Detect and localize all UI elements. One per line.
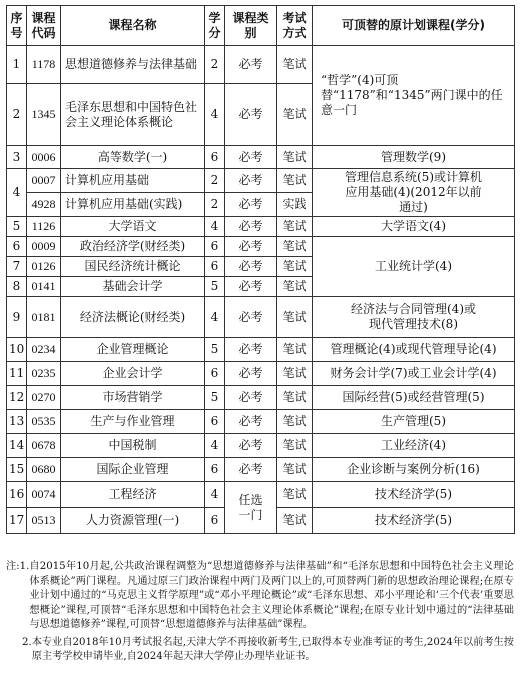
cell-category: 必考 xyxy=(225,257,277,277)
cell-category: 必考 xyxy=(225,386,277,410)
cell-seq: 10 xyxy=(7,338,27,362)
cell-name: 政治经济学(财经类) xyxy=(61,237,205,257)
cell-seq: 1 xyxy=(7,46,27,84)
cell-credit: 6 xyxy=(205,508,225,534)
cell-name: 计算机应用基础(实践) xyxy=(61,193,205,217)
note-1-label: 注:1. xyxy=(6,561,30,572)
cell-seq: 16 xyxy=(7,482,27,508)
cell-code: 0141 xyxy=(27,277,61,297)
cell-replace: 管理数学(9) xyxy=(313,146,515,169)
cell-seq: 2 xyxy=(7,84,27,146)
cell-code: 0074 xyxy=(27,482,61,508)
cell-seq: 7 xyxy=(7,257,27,277)
cell-exam: 笔试 xyxy=(277,482,313,508)
cell-code: 0126 xyxy=(27,257,61,277)
cell-credit: 2 xyxy=(205,193,225,217)
cell-credit: 6 xyxy=(205,458,225,482)
cell-code: 0006 xyxy=(27,146,61,169)
cell-name: 基础会计学 xyxy=(61,277,205,297)
cell-exam: 实践 xyxy=(277,193,313,217)
cell-name: 毛泽东思想和中国特色社会主义理论体系概论 xyxy=(61,84,205,146)
cell-category: 必考 xyxy=(225,277,277,297)
cell-credit: 4 xyxy=(205,84,225,146)
table-row xyxy=(7,482,515,508)
cell-credit: 2 xyxy=(205,46,225,84)
note-2-text: 本专业自2018年10月考试报名起,天津大学不再接收新考生,已取得本专业准考证的考生,2024年以前考生按原主考学校申请毕业,自2024年起天津大学停止办理毕业证书。 xyxy=(31,636,514,662)
cell-exam: 笔试 xyxy=(277,84,313,146)
cell-category: 必考 xyxy=(225,410,277,434)
table-header-row xyxy=(7,6,515,46)
table-row xyxy=(7,217,515,237)
cell-replace: 技术经济学(5) xyxy=(313,482,515,508)
cell-credit: 6 xyxy=(205,362,225,386)
cell-name: 思想道德修养与法律基础 xyxy=(61,46,205,84)
note-1-text: 自2015年10月起,公共政治课程调整为“思想道德修养与法律基础”和“毛泽东思想和中国特色社会主义理论体系概论”两门课程。凡通过原三门政治课程中两门及两门以上的,可顶替两门新的思想政治理论课程;在原专业计划中通过的“马克思主义哲学原理”或“邓小平理论概论”或“毛泽东思想、邓小平理论和‘三个代表’重要思想概论”课程,可顶替“毛泽东思想和中国特色社会主义理论体系概论”课程;在原专业计划中通过的“法律基础与思想道德修养”课程,可顶替“思想道德修养与法律基础”课程。 xyxy=(29,561,514,630)
cell-exam: 笔试 xyxy=(277,410,313,434)
cell-category: 必考 xyxy=(225,237,277,257)
cell-name: 市场营销学 xyxy=(61,386,205,410)
cell-category: 必考 xyxy=(225,84,277,146)
cell-category: 必考 xyxy=(225,146,277,169)
cell-code: 0680 xyxy=(27,458,61,482)
cell-code: 0235 xyxy=(27,362,61,386)
cell-credit: 6 xyxy=(205,410,225,434)
header-credit: 学分 xyxy=(205,6,225,46)
header-category: 课程类别 xyxy=(225,6,277,46)
cell-category: 必考 xyxy=(225,458,277,482)
cell-code: 1345 xyxy=(27,84,61,146)
header-replace: 可顶替的原计划课程(学分) xyxy=(313,6,515,46)
cell-replace: 生产管理(5) xyxy=(313,410,515,434)
cell-code: 4928 xyxy=(27,193,61,217)
table-row xyxy=(7,169,515,193)
cell-seq: 4 xyxy=(7,169,27,217)
cell-seq: 5 xyxy=(7,217,27,237)
cell-seq: 6 xyxy=(7,237,27,257)
cell-credit: 4 xyxy=(205,297,225,338)
cell-name: 企业管理概论 xyxy=(61,338,205,362)
cell-category: 必考 xyxy=(225,362,277,386)
cell-code: 0270 xyxy=(27,386,61,410)
cell-credit: 4 xyxy=(205,434,225,458)
cell-exam: 笔试 xyxy=(277,458,313,482)
note-2-label: 2. xyxy=(22,636,32,648)
cell-exam: 笔试 xyxy=(277,217,313,237)
cell-seq: 8 xyxy=(7,277,27,297)
table-row xyxy=(7,297,515,338)
cell-exam: 笔试 xyxy=(277,434,313,458)
cell-name: 工程经济 xyxy=(61,482,205,508)
cell-category: 必考 xyxy=(225,46,277,84)
cell-name: 生产与作业管理 xyxy=(61,410,205,434)
cell-replace: 管理概论(4)或现代管理导论(4) xyxy=(313,338,515,362)
cell-replace: “哲学”(4)可顶替“1178”和“1345”两门课中的任意一门 xyxy=(313,46,515,146)
cell-exam: 笔试 xyxy=(277,297,313,338)
cell-name: 计算机应用基础 xyxy=(61,169,205,193)
cell-category: 必考 xyxy=(225,217,277,237)
table-row xyxy=(7,237,515,257)
cell-replace: 经济法与合同管理(4)或现代管理技术(8) xyxy=(313,297,515,338)
notes-section xyxy=(6,560,514,668)
cell-category: 必考 xyxy=(225,297,277,338)
header-code: 课程代码 xyxy=(27,6,61,46)
cell-category: 必考 xyxy=(225,338,277,362)
cell-name: 中国税制 xyxy=(61,434,205,458)
table-row xyxy=(7,386,515,410)
cell-category: 必考 xyxy=(225,193,277,217)
cell-replace: 技术经济学(5) xyxy=(313,508,515,534)
cell-name: 国民经济统计概论 xyxy=(61,257,205,277)
note-1 xyxy=(6,560,514,633)
cell-exam: 笔试 xyxy=(277,508,313,534)
cell-code: 0007 xyxy=(27,169,61,193)
cell-seq: 9 xyxy=(7,297,27,338)
cell-replace: 管理信息系统(5)或计算机应用基础(4)(2012年以前通过) xyxy=(313,169,515,217)
table-row xyxy=(7,146,515,169)
cell-credit: 5 xyxy=(205,386,225,410)
cell-exam: 笔试 xyxy=(277,338,313,362)
cell-exam: 笔试 xyxy=(277,146,313,169)
cell-credit: 4 xyxy=(205,217,225,237)
cell-seq: 14 xyxy=(7,434,27,458)
cell-exam: 笔试 xyxy=(277,386,313,410)
header-exam: 考试方式 xyxy=(277,6,313,46)
cell-seq: 17 xyxy=(7,508,27,534)
cell-exam: 笔试 xyxy=(277,277,313,297)
cell-credit: 5 xyxy=(205,277,225,297)
cell-replace: 大学语文(4) xyxy=(313,217,515,237)
cell-seq: 3 xyxy=(7,146,27,169)
cell-exam: 笔试 xyxy=(277,362,313,386)
cell-exam: 笔试 xyxy=(277,237,313,257)
cell-code: 0009 xyxy=(27,237,61,257)
cell-replace: 工业统计学(4) xyxy=(313,237,515,297)
cell-replace: 国际经营(5)或经营管理(5) xyxy=(313,386,515,410)
cell-credit: 2 xyxy=(205,169,225,193)
cell-seq: 15 xyxy=(7,458,27,482)
cell-exam: 笔试 xyxy=(277,46,313,84)
cell-category: 必考 xyxy=(225,434,277,458)
cell-name: 人力资源管理(一) xyxy=(61,508,205,534)
cell-code: 0513 xyxy=(27,508,61,534)
table-row xyxy=(7,362,515,386)
cell-credit: 6 xyxy=(205,257,225,277)
header-name: 课程名称 xyxy=(61,6,205,46)
course-table xyxy=(6,5,515,534)
cell-exam: 笔试 xyxy=(277,257,313,277)
cell-code: 0535 xyxy=(27,410,61,434)
cell-credit: 6 xyxy=(205,146,225,169)
cell-seq: 13 xyxy=(7,410,27,434)
cell-name: 企业会计学 xyxy=(61,362,205,386)
cell-code: 0234 xyxy=(27,338,61,362)
cell-code: 1178 xyxy=(27,46,61,84)
cell-replace: 企业诊断与案例分析(16) xyxy=(313,458,515,482)
cell-seq: 11 xyxy=(7,362,27,386)
header-seq: 序号 xyxy=(7,6,27,46)
cell-name: 国际企业管理 xyxy=(61,458,205,482)
table-row xyxy=(7,338,515,362)
cell-code: 1126 xyxy=(27,217,61,237)
cell-exam: 笔试 xyxy=(277,169,313,193)
cell-replace: 财务会计学(7)或工业会计学(4) xyxy=(313,362,515,386)
table-row xyxy=(7,410,515,434)
table-row xyxy=(7,434,515,458)
note-2 xyxy=(6,636,514,665)
cell-credit: 6 xyxy=(205,237,225,257)
table-row xyxy=(7,46,515,84)
cell-category: 必考 xyxy=(225,169,277,193)
table-row xyxy=(7,458,515,482)
cell-replace: 工业经济(4) xyxy=(313,434,515,458)
cell-credit: 4 xyxy=(205,482,225,508)
cell-name: 高等数学(一) xyxy=(61,146,205,169)
cell-name: 大学语文 xyxy=(61,217,205,237)
cell-credit: 5 xyxy=(205,338,225,362)
cell-code: 0181 xyxy=(27,297,61,338)
cell-code: 0678 xyxy=(27,434,61,458)
cell-seq: 12 xyxy=(7,386,27,410)
cell-name: 经济法概论(财经类) xyxy=(61,297,205,338)
cell-category: 任选一门 xyxy=(225,482,277,534)
